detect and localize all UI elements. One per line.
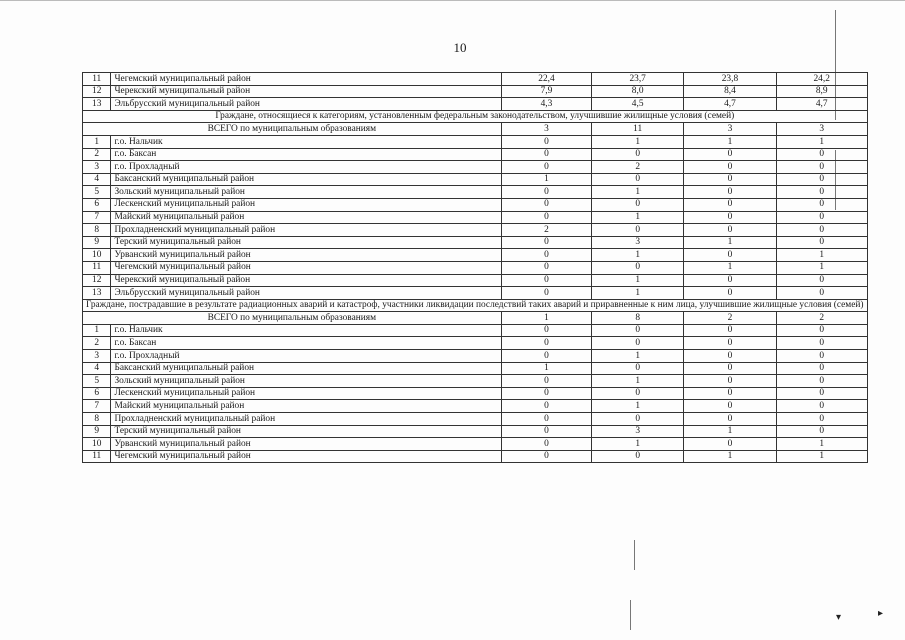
value-cell: 3 — [592, 236, 684, 249]
row-number: 10 — [83, 249, 111, 262]
municipality-name: Черекский муниципальный район — [111, 85, 501, 98]
value-cell: 0 — [592, 173, 684, 186]
municipality-name: Майский муниципальный район — [111, 211, 501, 224]
value-cell: 0 — [501, 413, 592, 426]
value-cell: 0 — [501, 249, 592, 262]
table-row — [83, 400, 868, 413]
value-cell: 0 — [684, 362, 777, 375]
row-number: 11 — [83, 450, 111, 463]
value-cell: 0 — [684, 148, 777, 161]
row-number: 3 — [83, 350, 111, 363]
scan-edge-line — [630, 600, 631, 630]
municipality-name: Лескенский муниципальный район — [111, 387, 501, 400]
value-cell: 8,0 — [592, 85, 684, 98]
municipality-name: Зольский муниципальный район — [111, 375, 501, 388]
value-cell: 1 — [776, 450, 867, 463]
value-cell: 0 — [592, 261, 684, 274]
value-cell: 0 — [776, 186, 867, 199]
section-heading-row — [83, 299, 868, 312]
value-cell: 1 — [684, 236, 777, 249]
table-row — [83, 362, 868, 375]
row-number: 8 — [83, 224, 111, 237]
value-cell: 0 — [684, 287, 777, 300]
value-cell: 0 — [592, 324, 684, 337]
table-row — [83, 173, 868, 186]
value-cell: 0 — [501, 324, 592, 337]
value-cell: 1 — [592, 350, 684, 363]
value-cell: 0 — [776, 362, 867, 375]
value-cell: 0 — [592, 198, 684, 211]
row-number: 9 — [83, 236, 111, 249]
value-cell: 1 — [776, 249, 867, 262]
municipality-name: Терский муниципальный район — [111, 425, 501, 438]
row-number: 5 — [83, 375, 111, 388]
section-heading: Граждане, относящиеся к категориям, установленным федеральным законодательством, улучшившие жилищные условия (семей) — [83, 110, 868, 123]
value-cell: 0 — [501, 287, 592, 300]
value-cell: 0 — [684, 186, 777, 199]
value-cell: 0 — [776, 148, 867, 161]
value-cell: 8,4 — [684, 85, 777, 98]
table-row — [83, 148, 868, 161]
value-cell: 0 — [592, 413, 684, 426]
value-cell: 0 — [501, 337, 592, 350]
value-cell: 0 — [684, 173, 777, 186]
value-cell: 2 — [501, 224, 592, 237]
value-cell: 0 — [776, 400, 867, 413]
value-cell: 1 — [776, 261, 867, 274]
municipality-name: г.о. Нальчик — [111, 324, 501, 337]
row-number: 6 — [83, 198, 111, 211]
value-cell: 0 — [501, 186, 592, 199]
value-cell: 0 — [776, 337, 867, 350]
total-value: 3 — [776, 123, 867, 136]
value-cell: 0 — [684, 413, 777, 426]
municipality-name: г.о. Нальчик — [111, 135, 501, 148]
value-cell: 1 — [592, 274, 684, 287]
municipality-name: Баксанский муниципальный район — [111, 173, 501, 186]
municipality-name: Чегемский муниципальный район — [111, 450, 501, 463]
table-row — [83, 438, 868, 451]
row-number: 6 — [83, 387, 111, 400]
value-cell: 1 — [592, 186, 684, 199]
total-row — [83, 312, 868, 325]
municipality-name: г.о. Прохладный — [111, 350, 501, 363]
value-cell: 1 — [592, 287, 684, 300]
scan-edge-line — [634, 540, 635, 570]
value-cell: 0 — [684, 387, 777, 400]
municipality-name: Эльбрусский муниципальный район — [111, 98, 501, 111]
value-cell: 0 — [684, 224, 777, 237]
value-cell: 0 — [776, 425, 867, 438]
municipality-name: Урванский муниципальный район — [111, 438, 501, 451]
value-cell: 2 — [592, 161, 684, 174]
table-row — [83, 98, 868, 111]
row-number: 9 — [83, 425, 111, 438]
table-row — [83, 274, 868, 287]
value-cell: 0 — [776, 198, 867, 211]
value-cell: 0 — [501, 211, 592, 224]
table-row — [83, 73, 868, 86]
value-cell: 0 — [592, 224, 684, 237]
row-number: 4 — [83, 173, 111, 186]
municipality-name: Черекский муниципальный район — [111, 274, 501, 287]
total-value: 2 — [684, 312, 777, 325]
value-cell: 1 — [684, 425, 777, 438]
value-cell: 4,5 — [592, 98, 684, 111]
value-cell: 1 — [501, 173, 592, 186]
table-row — [83, 425, 868, 438]
value-cell: 24,2 — [776, 73, 867, 86]
row-number: 8 — [83, 413, 111, 426]
value-cell: 0 — [501, 450, 592, 463]
municipality-name: Чегемский муниципальный район — [111, 261, 501, 274]
table-row — [83, 375, 868, 388]
value-cell: 0 — [776, 173, 867, 186]
value-cell: 0 — [776, 161, 867, 174]
table-row — [83, 224, 868, 237]
scan-top-edge — [0, 0, 905, 5]
total-value: 1 — [501, 312, 592, 325]
row-number: 12 — [83, 274, 111, 287]
row-number: 13 — [83, 98, 111, 111]
value-cell: 1 — [592, 249, 684, 262]
value-cell: 4,7 — [684, 98, 777, 111]
value-cell: 0 — [776, 375, 867, 388]
total-value: 11 — [592, 123, 684, 136]
value-cell: 0 — [684, 350, 777, 363]
municipality-name: Терский муниципальный район — [111, 236, 501, 249]
value-cell: 0 — [776, 413, 867, 426]
value-cell: 0 — [501, 375, 592, 388]
row-number: 2 — [83, 148, 111, 161]
value-cell: 0 — [501, 198, 592, 211]
value-cell: 0 — [776, 211, 867, 224]
total-value: 8 — [592, 312, 684, 325]
municipality-name: г.о. Баксан — [111, 337, 501, 350]
table-row — [83, 211, 868, 224]
value-cell: 1 — [592, 211, 684, 224]
value-cell: 22,4 — [501, 73, 592, 86]
value-cell: 0 — [501, 161, 592, 174]
value-cell: 0 — [501, 274, 592, 287]
table-row — [83, 387, 868, 400]
value-cell: 1 — [592, 438, 684, 451]
statistics-table — [82, 72, 868, 463]
value-cell: 0 — [776, 236, 867, 249]
value-cell: 0 — [684, 161, 777, 174]
municipality-name: г.о. Прохладный — [111, 161, 501, 174]
value-cell: 0 — [684, 274, 777, 287]
table-row — [83, 249, 868, 262]
value-cell: 0 — [501, 261, 592, 274]
value-cell: 1 — [592, 375, 684, 388]
municipality-name: г.о. Баксан — [111, 148, 501, 161]
row-number: 10 — [83, 438, 111, 451]
total-row — [83, 123, 868, 136]
row-number: 7 — [83, 400, 111, 413]
value-cell: 23,8 — [684, 73, 777, 86]
table-row — [83, 337, 868, 350]
value-cell: 1 — [684, 261, 777, 274]
table-row — [83, 450, 868, 463]
value-cell: 0 — [776, 274, 867, 287]
table-row — [83, 85, 868, 98]
row-number: 12 — [83, 85, 111, 98]
table-row — [83, 261, 868, 274]
scan-speck: ▸ — [878, 608, 884, 619]
scan-speck: ▾ — [836, 612, 842, 623]
value-cell: 0 — [684, 438, 777, 451]
section-heading: Граждане, пострадавшие в результате радиационных аварий и катастроф, участники ликвидации последствий таких аварий и приравненные к ним лица, улучшившие жилищные условия (семей) — [83, 299, 868, 312]
value-cell: 0 — [501, 236, 592, 249]
value-cell: 1 — [776, 135, 867, 148]
row-number: 7 — [83, 211, 111, 224]
municipality-name: Прохладненский муниципальный район — [111, 224, 501, 237]
municipality-name: Зольский муниципальный район — [111, 186, 501, 199]
value-cell: 4,3 — [501, 98, 592, 111]
value-cell: 1 — [592, 135, 684, 148]
table-row — [83, 324, 868, 337]
value-cell: 0 — [592, 387, 684, 400]
value-cell: 0 — [501, 148, 592, 161]
value-cell: 1 — [592, 400, 684, 413]
total-value: 3 — [501, 123, 592, 136]
value-cell: 0 — [684, 337, 777, 350]
table-row — [83, 161, 868, 174]
table-row — [83, 135, 868, 148]
value-cell: 8,9 — [776, 85, 867, 98]
value-cell: 7,9 — [501, 85, 592, 98]
row-number: 13 — [83, 287, 111, 300]
total-value: 2 — [776, 312, 867, 325]
row-number: 3 — [83, 161, 111, 174]
table-row — [83, 236, 868, 249]
value-cell: 0 — [592, 148, 684, 161]
total-label: ВСЕГО по муниципальным образованиям — [83, 312, 502, 325]
value-cell: 1 — [776, 438, 867, 451]
value-cell: 0 — [776, 350, 867, 363]
row-number: 11 — [83, 261, 111, 274]
row-number: 1 — [83, 135, 111, 148]
total-value: 3 — [684, 123, 777, 136]
municipality-name: Майский муниципальный район — [111, 400, 501, 413]
row-number: 2 — [83, 337, 111, 350]
value-cell: 0 — [501, 350, 592, 363]
table-row — [83, 287, 868, 300]
table-row — [83, 350, 868, 363]
row-number: 11 — [83, 73, 111, 86]
value-cell: 0 — [592, 362, 684, 375]
value-cell: 3 — [592, 425, 684, 438]
value-cell: 23,7 — [592, 73, 684, 86]
page-number: 10 — [453, 40, 467, 55]
value-cell: 1 — [501, 362, 592, 375]
value-cell: 0 — [776, 387, 867, 400]
value-cell: 0 — [776, 324, 867, 337]
value-cell: 0 — [776, 224, 867, 237]
municipality-name: Чегемский муниципальный район — [111, 73, 501, 86]
table-row — [83, 186, 868, 199]
value-cell: 0 — [684, 324, 777, 337]
value-cell: 1 — [684, 450, 777, 463]
municipality-name: Эльбрусский муниципальный район — [111, 287, 501, 300]
row-number: 4 — [83, 362, 111, 375]
value-cell: 0 — [776, 287, 867, 300]
value-cell: 0 — [684, 211, 777, 224]
table-row — [83, 198, 868, 211]
value-cell: 0 — [684, 400, 777, 413]
row-number: 1 — [83, 324, 111, 337]
value-cell: 4,7 — [776, 98, 867, 111]
value-cell: 1 — [684, 135, 777, 148]
value-cell: 0 — [684, 249, 777, 262]
value-cell: 0 — [501, 400, 592, 413]
municipality-name: Прохладненский муниципальный район — [111, 413, 501, 426]
municipality-name: Урванский муниципальный район — [111, 249, 501, 262]
table-row — [83, 413, 868, 426]
value-cell: 0 — [501, 387, 592, 400]
value-cell: 0 — [592, 337, 684, 350]
municipality-name: Лескенский муниципальный район — [111, 198, 501, 211]
total-label: ВСЕГО по муниципальным образованиям — [83, 123, 502, 136]
municipality-name: Баксанский муниципальный район — [111, 362, 501, 375]
value-cell: 0 — [684, 375, 777, 388]
value-cell: 0 — [501, 135, 592, 148]
value-cell: 0 — [684, 198, 777, 211]
value-cell: 0 — [501, 425, 592, 438]
row-number: 5 — [83, 186, 111, 199]
value-cell: 0 — [592, 450, 684, 463]
value-cell: 0 — [501, 438, 592, 451]
section-heading-row — [83, 110, 868, 123]
